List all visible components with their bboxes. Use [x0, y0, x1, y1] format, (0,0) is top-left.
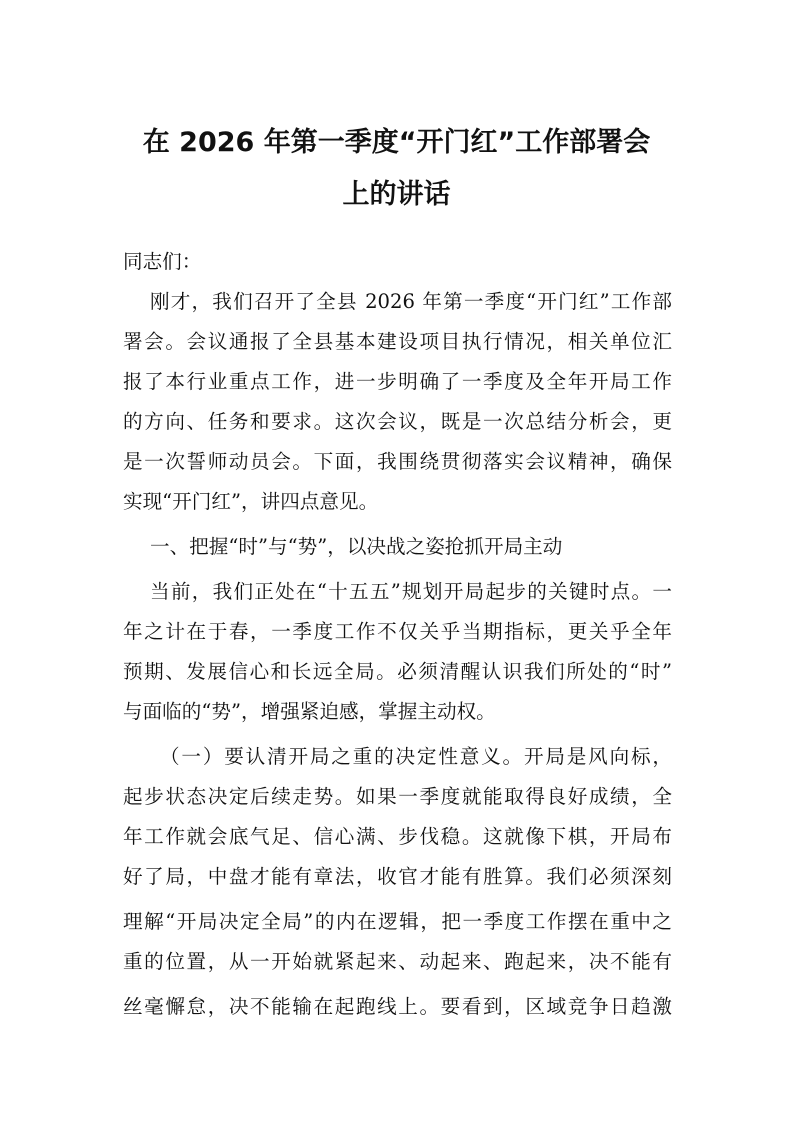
section-heading-1: 一、把握“时”与“势”，以决战之姿抢抓开局主动	[150, 535, 563, 558]
body-line: 起步状态决定后续走势。如果一季度就能取得良好成绩，全	[123, 785, 672, 808]
body-line: 实现“开门红”，讲四点意见。	[123, 490, 379, 513]
body-line: 报了本行业重点工作，进一步明确了一季度及全年开局工作	[123, 370, 672, 393]
body-line: 重的位置，从一开始就紧起来、动起来、跑起来，决不能有	[123, 950, 672, 973]
document-title-line-2: 上的讲话	[342, 179, 451, 210]
body-line: 是一次誓师动员会。下面，我围绕贯彻落实会议精神，确保	[123, 450, 672, 473]
body-line: 与面临的“势”，增强紧迫感，掌握主动权。	[123, 700, 496, 723]
body-line: 署会。会议通报了全县基本建设项目执行情况，相关单位汇	[123, 330, 672, 353]
salutation: 同志们：	[123, 250, 202, 273]
body-line: 丝毫懈怠，决不能输在起跑线上。要看到，区域竞争日趋激	[123, 995, 672, 1018]
body-line: 年工作就会底气足、信心满、步伐稳。这就像下棋，开局布	[123, 825, 672, 848]
body-line: 好了局，中盘才能有章法，收官才能有胜算。我们必须深刻	[123, 865, 672, 888]
document-title-line-1: 在 2026 年第一季度“开门红”工作部署会	[142, 127, 651, 158]
body-line: 预期、发展信心和长远全局。必须清醒认识我们所处的“时”	[123, 660, 672, 683]
body-line: 的方向、任务和要求。这次会议，既是一次总结分析会，更	[123, 410, 672, 433]
subsection-heading-1: （一）要认清开局之重的决定性意义。开局是风向标，	[160, 745, 672, 768]
body-line: 理解“开局决定全局”的内在逻辑，把一季度工作摆在重中之	[123, 910, 672, 933]
body-line: 年之计在于春，一季度工作不仅关乎当期指标，更关乎全年	[123, 620, 672, 643]
body-line: 当前，我们正处在“十五五”规划开局起步的关键时点。一	[150, 580, 672, 603]
body-line: 刚才，我们召开了全县 2026 年第一季度“开门红”工作部	[150, 290, 672, 313]
